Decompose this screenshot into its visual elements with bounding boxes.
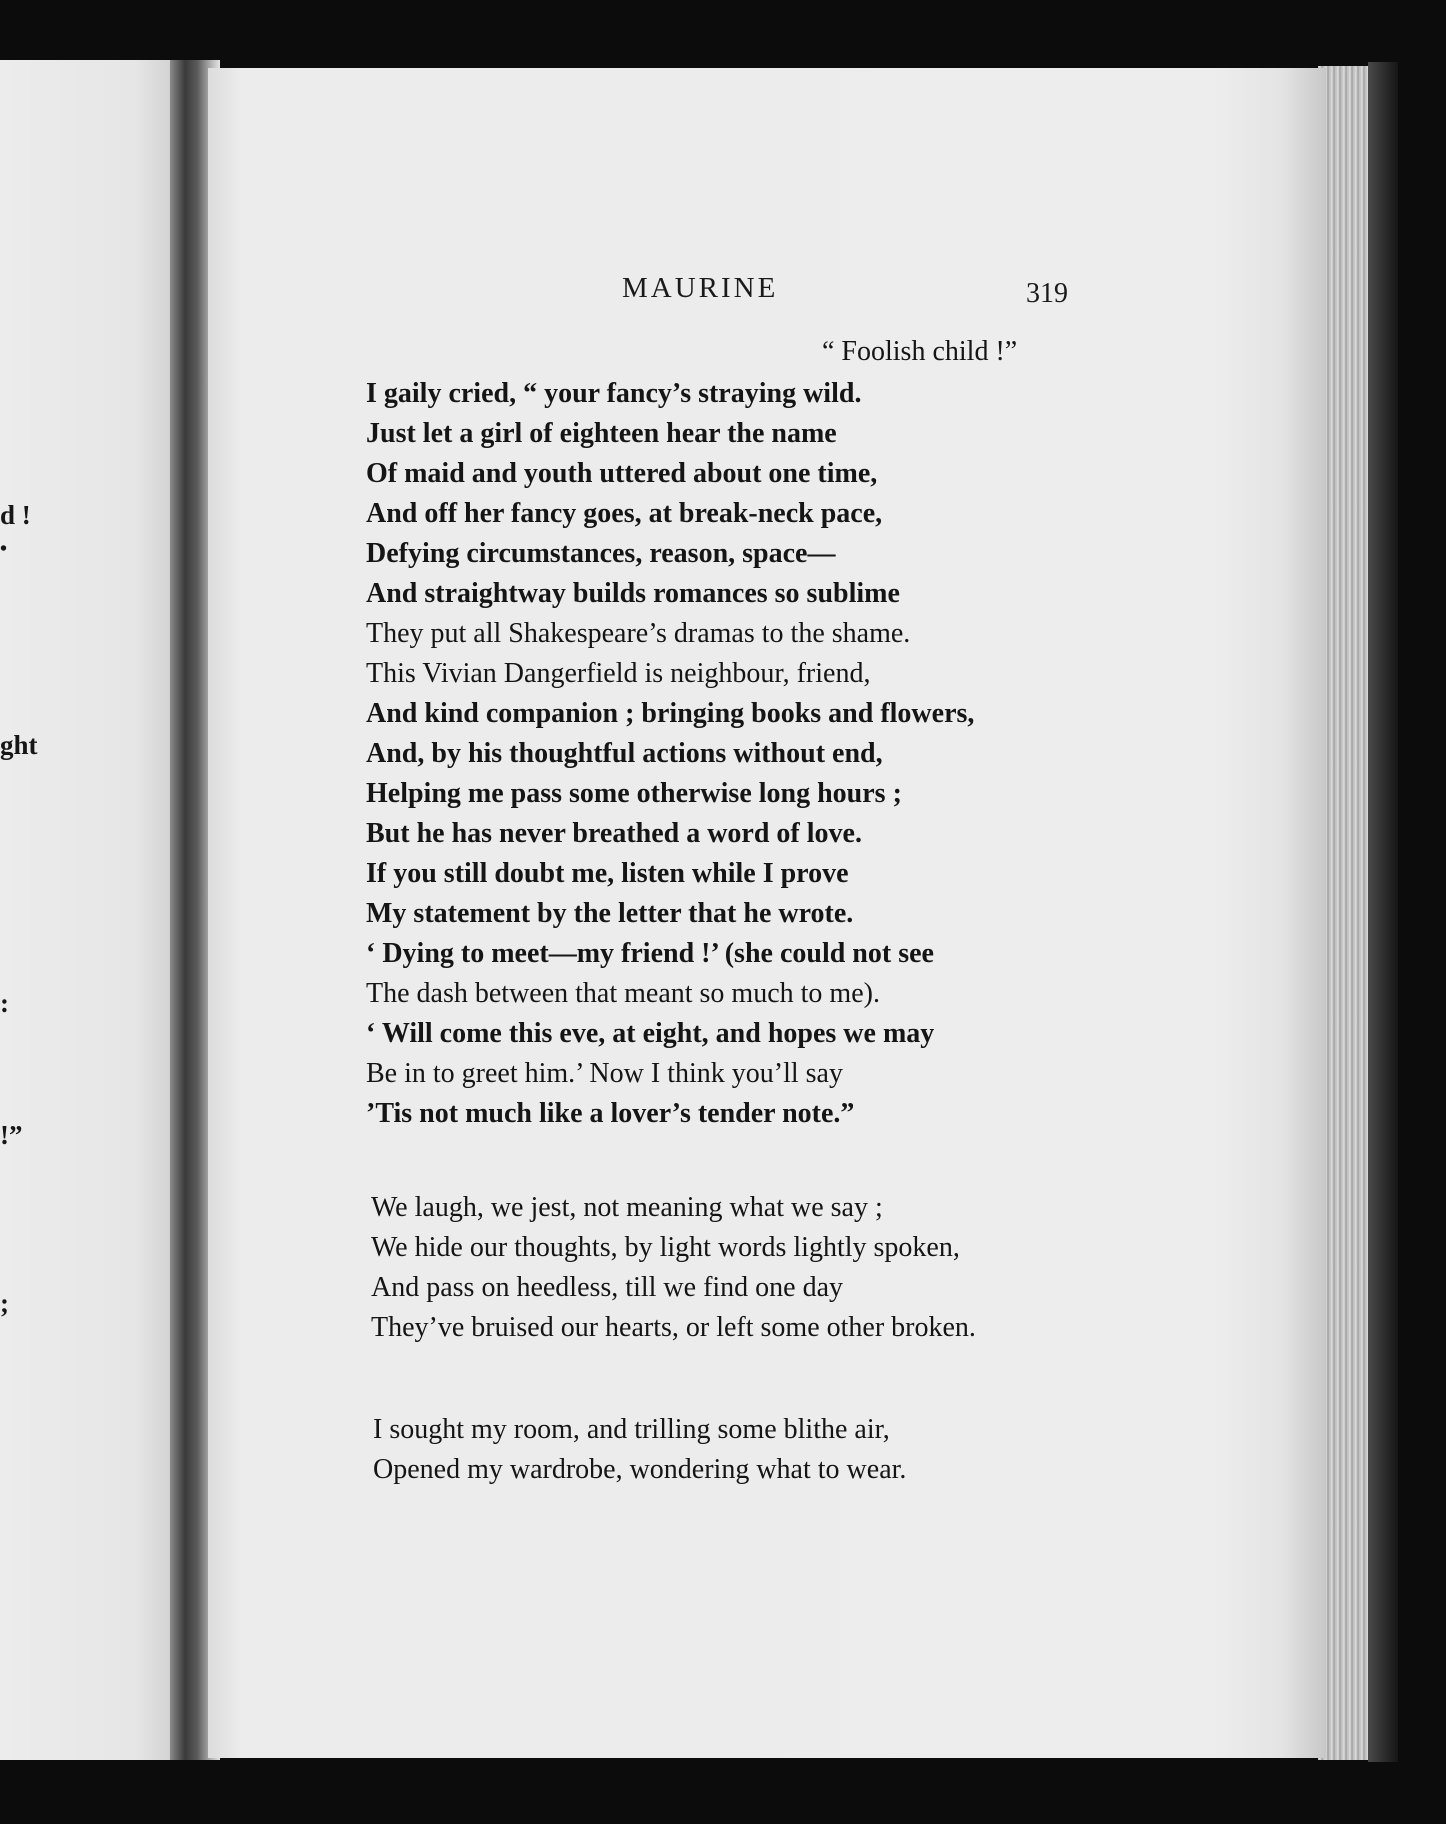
poem-line: ‘ Will come this eve, at eight, and hopes we may — [366, 1018, 935, 1049]
poem-line: We laugh, we jest, not meaning what we say ; — [371, 1192, 883, 1223]
poem-line: My statement by the letter that he wrote. — [366, 898, 854, 929]
poem-line: I gaily cried, “ your fancy’s straying wild. — [366, 378, 862, 409]
left-page-fragment: ght — [0, 730, 38, 760]
poem-line: ’Tis not much like a lover’s tender note.” — [366, 1098, 855, 1129]
page-number: 319 — [1026, 278, 1068, 309]
poem-line: Just let a girl of eighteen hear the name — [366, 418, 837, 449]
poem-line: But he has never breathed a word of love. — [366, 818, 862, 849]
left-page-fragment: ; — [0, 1288, 9, 1318]
poem-line: The dash between that meant so much to me). — [366, 978, 880, 1009]
poem-line: Be in to greet him.’ Now I think you’ll say — [366, 1058, 843, 1089]
poem-line: We hide our thoughts, by light words lightly spoken, — [371, 1232, 960, 1263]
poem-line: Helping me pass some otherwise long hours ; — [366, 778, 902, 809]
poem-line: And straightway builds romances so sublime — [366, 578, 900, 609]
left-page — [0, 60, 192, 1760]
left-page-fragment: !” — [0, 1120, 23, 1150]
poem-line: This Vivian Dangerfield is neighbour, friend, — [366, 658, 871, 689]
page-stack-edge — [1318, 66, 1374, 1760]
poem-line: Of maid and youth uttered about one time, — [366, 458, 878, 489]
poem-line: And off her fancy goes, at break-neck pace, — [366, 498, 883, 529]
left-page-fragment: : — [0, 988, 9, 1018]
poem-line: They’ve bruised our hearts, or left some other broken. — [371, 1312, 976, 1343]
poem-line: Opened my wardrobe, wondering what to wear. — [373, 1454, 907, 1485]
poem-line: And pass on heedless, till we find one day — [371, 1272, 844, 1303]
poem-line: And, by his thoughtful actions without end, — [366, 738, 883, 769]
poem-line: If you still doubt me, listen while I prove — [366, 858, 849, 889]
poem-line: They put all Shakespeare’s dramas to the shame. — [366, 618, 911, 649]
left-page-fragment: d ! — [0, 500, 31, 530]
book-cover-edge — [1368, 62, 1398, 1762]
poem-line: I sought my room, and trilling some blithe air, — [373, 1414, 890, 1445]
left-page-fragment: • — [0, 538, 8, 560]
running-title: MAURINE — [622, 272, 779, 304]
poem-line: ‘ Dying to meet—my friend !’ (she could not see — [366, 938, 934, 969]
poem-line: “ Foolish child !” — [822, 336, 1018, 367]
poem-line: And kind companion ; bringing books and flowers, — [366, 698, 975, 729]
poem-line: Defying circumstances, reason, space— — [366, 538, 836, 569]
